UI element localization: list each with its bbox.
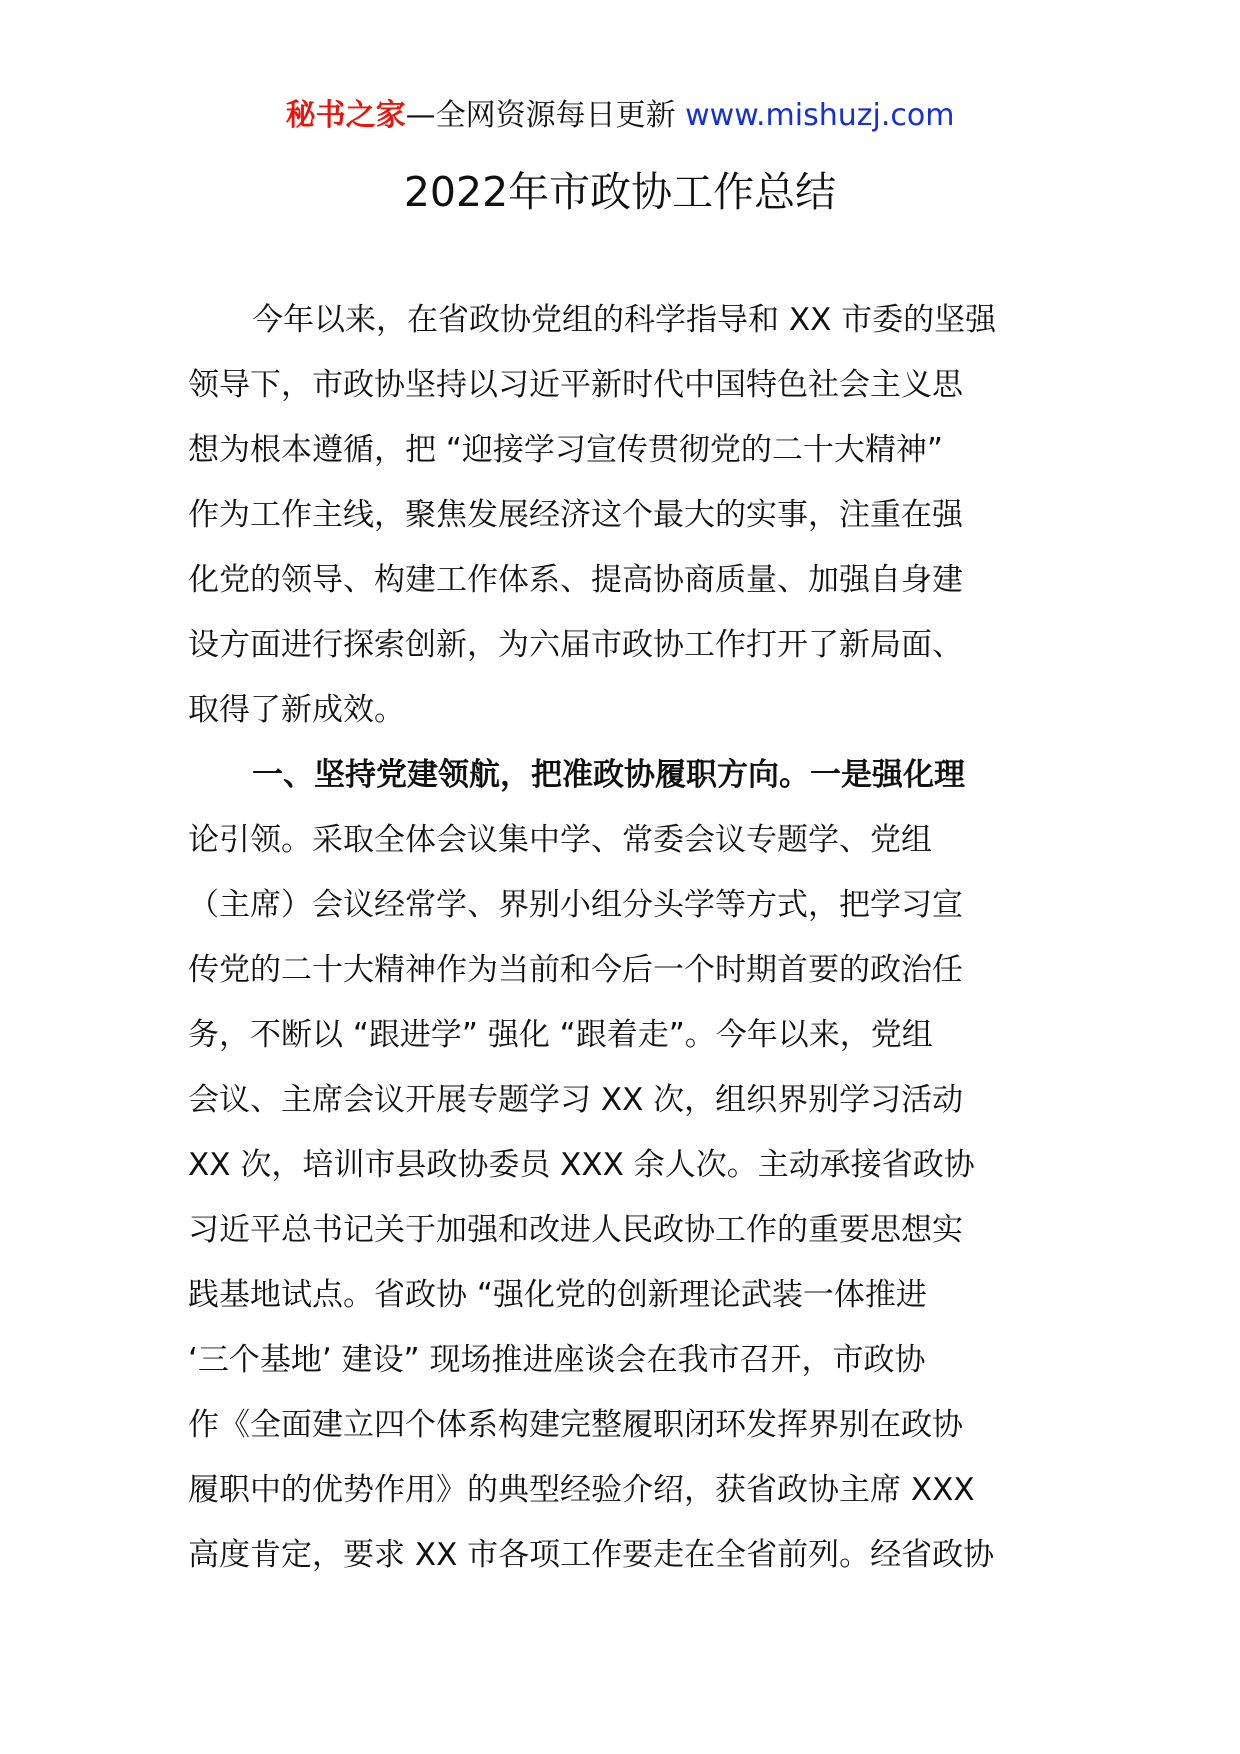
paragraph-line: 想为根本遵循，把 “迎接学习宣传贯彻党的二十大精神” (188, 432, 943, 468)
document-title: 2022年市政协工作总结 (403, 168, 837, 216)
paragraph-line: 化党的领导、构建工作体系、提高协商质量、加强自身建 (188, 562, 963, 598)
paragraph-line: 论引领。采取全体会议集中学、常委会议专题学、党组 (188, 822, 932, 858)
paragraph-line: 践基地试点。省政协 “强化党的创新理论武装一体推进 (188, 1277, 927, 1313)
paragraph-line: 习近平总书记关于加强和改进人民政协工作的重要思想实 (188, 1212, 963, 1248)
paragraph-line: 履职中的优势作用》的典型经验介绍，获省政协主席 XXX (188, 1472, 975, 1508)
paragraph-line: ‘三个基地’ 建设” 现场推进座谈会在我市召开，市政协 (188, 1342, 926, 1378)
paragraph-line: （主席）会议经常学、界别小组分头学等方式，把学习宣 (188, 887, 963, 923)
section-heading-line: 一、坚持党建领航，把准政协履职方向。一是强化理 (252, 757, 965, 793)
brand-slogan: —全网资源每日更新 (405, 98, 686, 133)
paragraph-line: 传党的二十大精神作为当前和今后一个时期首要的政治任 (188, 952, 963, 988)
paragraph-line: 会议、主席会议开展专题学习 XX 次，组织界别学习活动 (188, 1082, 964, 1118)
paragraph-line: 务，不断以 “跟进学” 强化 “跟着走”。今年以来，党组 (188, 1017, 933, 1053)
document-body (188, 288, 1052, 1588)
site-url-link[interactable]: www.mishuzj.com (685, 98, 955, 133)
site-header (0, 96, 1240, 136)
paragraph-line: 今年以来，在省政协党组的科学指导和 XX 市委的坚强 (252, 302, 997, 338)
paragraph-line: 作为工作主线，聚焦发展经济这个最大的实事，注重在强 (188, 497, 963, 533)
paragraph-line: 作《全面建立四个体系构建完整履职闭环发挥界别在政协 (188, 1407, 963, 1443)
paragraph-line: 高度肯定，要求 XX 市各项工作要走在全省前列。经省政协 (188, 1537, 995, 1573)
paragraph-line: 领导下，市政协坚持以习近平新时代中国特色社会主义思 (188, 367, 963, 403)
brand-name: 秘书之家 (285, 98, 406, 133)
paragraph-line: 取得了新成效。 (188, 692, 405, 728)
paragraph-line: XX 次，培训市县政协委员 XXX 余人次。主动承接省政协 (188, 1147, 975, 1183)
paragraph-line: 设方面进行探索创新，为六届市政协工作打开了新局面、 (188, 627, 963, 663)
